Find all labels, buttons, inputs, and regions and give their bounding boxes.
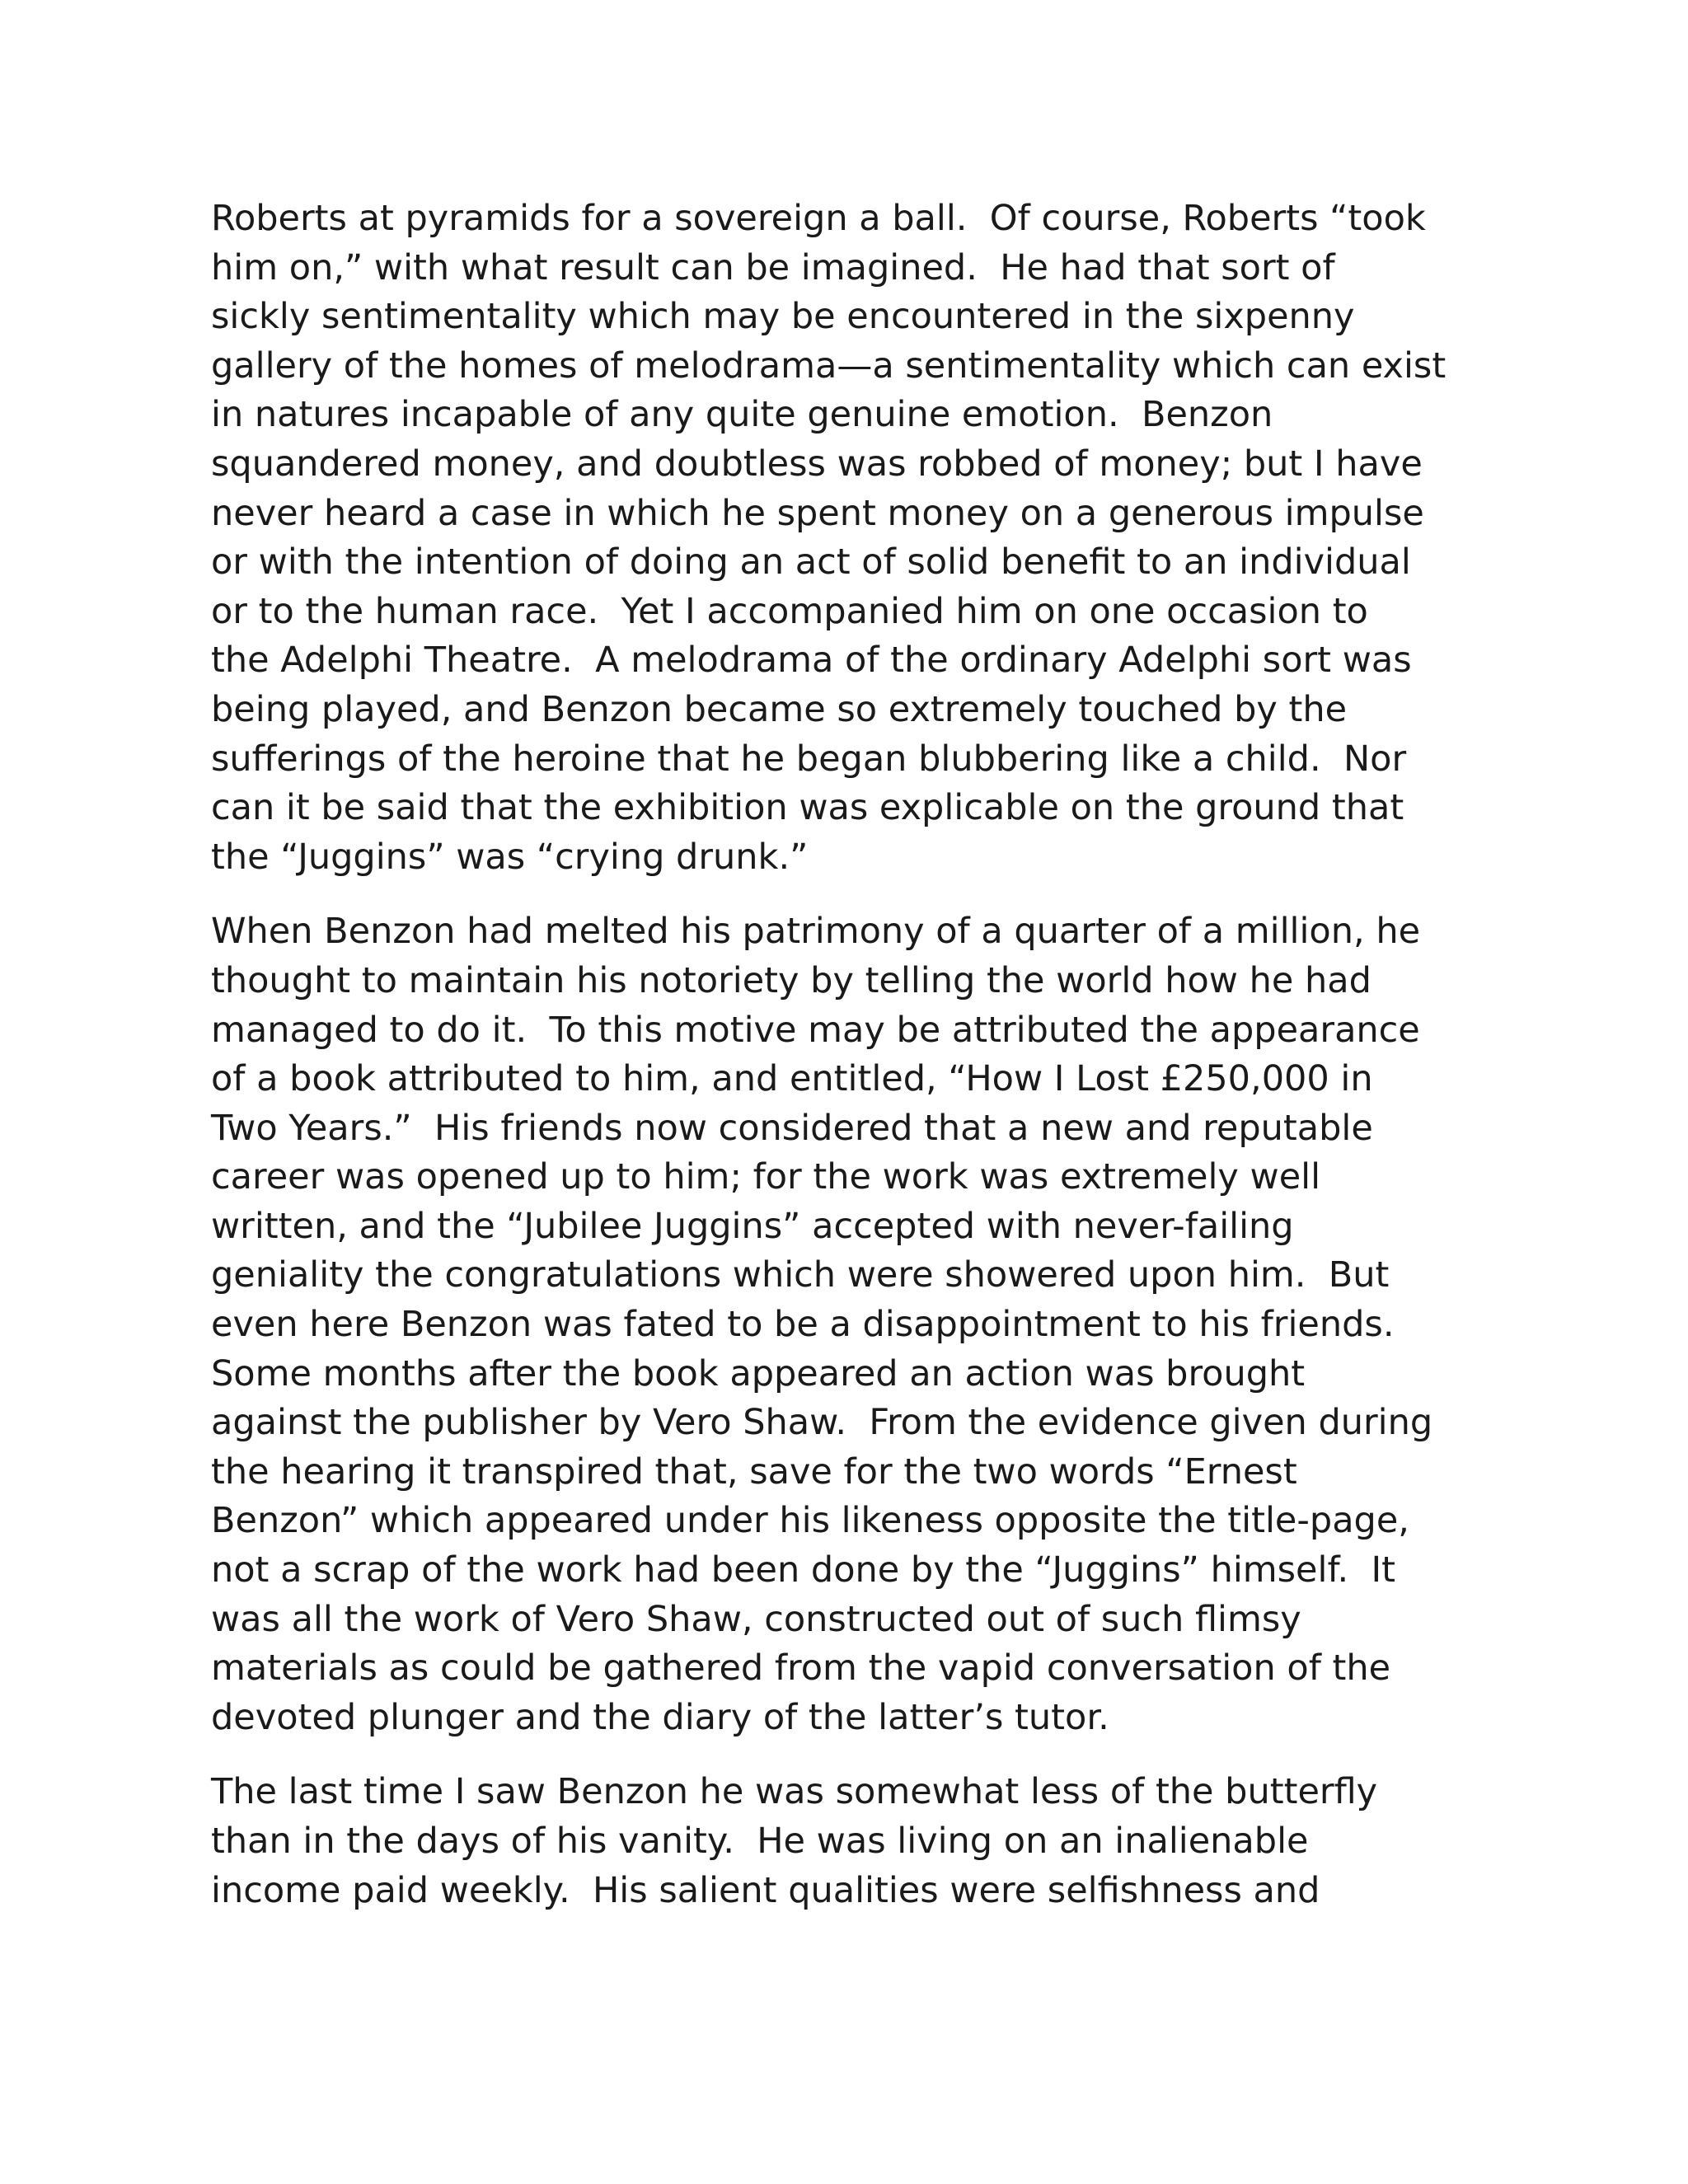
- text-line: or with the intention of doing an act of solid benefit to an individual: [211, 541, 1411, 583]
- text-line: income paid weekly. His salient qualities were selfishness and: [211, 1869, 1320, 1911]
- paragraph-1: [211, 194, 1497, 882]
- text-line: The last time I saw Benzon he was somewhat less of the butterfly: [211, 1771, 1378, 1813]
- text-line: than in the days of his vanity. He was living on an inalienable: [211, 1821, 1309, 1862]
- text-line: written, and the “Jubilee Juggins” accepted with never-failing: [211, 1205, 1294, 1247]
- text-line: can it be said that the exhibition was explicable on the ground that: [211, 787, 1404, 829]
- text-line: sufferings of the heroine that he began blubbering like a child. Nor: [211, 738, 1407, 780]
- text-line: even here Benzon was fated to be a disappointment to his friends.: [211, 1304, 1395, 1346]
- text-line: Benzon” which appeared under his likeness opposite the title-page,: [211, 1500, 1409, 1542]
- text-line: Two Years.” His friends now considered that a new and reputable: [211, 1107, 1373, 1149]
- text-line: squandered money, and doubtless was robbed of money; but I have: [211, 443, 1423, 485]
- text-line: When Benzon had melted his patrimony of a quarter of a million, he: [211, 911, 1421, 953]
- text-line: managed to do it. To this motive may be attributed the appearance: [211, 1009, 1420, 1051]
- paragraph-3: [211, 1768, 1497, 1915]
- text-line: thought to maintain his notoriety by telling the world how he had: [211, 959, 1372, 1001]
- text-line: not a scrap of the work had been done by the “Juggins” himself. It: [211, 1549, 1396, 1591]
- text-line: the hearing it transpired that, save for the two words “Ernest: [211, 1451, 1297, 1493]
- text-line: geniality the congratulations which were showered upon him. But: [211, 1254, 1390, 1296]
- body-text: [211, 194, 1497, 1941]
- text-line: in natures incapable of any quite genuine emotion. Benzon: [211, 394, 1273, 436]
- text-line: being played, and Benzon became so extremely touched by the: [211, 688, 1348, 730]
- text-line: of a book attributed to him, and entitled, “How I Lost £250,000 in: [211, 1058, 1373, 1100]
- text-line: never heard a case in which he spent money on a generous impulse: [211, 492, 1424, 534]
- text-line: Roberts at pyramids for a sovereign a ball. Of course, Roberts “took: [211, 198, 1426, 239]
- text-line: career was opened up to him; for the work was extremely well: [211, 1156, 1321, 1198]
- text-line: devoted plunger and the diary of the latter’s tutor.: [211, 1696, 1109, 1738]
- text-line: sickly sentimentality which may be encountered in the sixpenny: [211, 296, 1355, 338]
- text-line: the “Juggins” was “crying drunk.”: [211, 836, 809, 878]
- text-line: was all the work of Vero Shaw, constructed out of such flimsy: [211, 1598, 1301, 1640]
- text-line: Some months after the book appeared an action was brought: [211, 1352, 1306, 1394]
- text-line: or to the human race. Yet I accompanied him on one occasion to: [211, 590, 1368, 632]
- text-line: gallery of the homes of melodrama—a sentimentality which can exist: [211, 344, 1447, 387]
- text-line: the Adelphi Theatre. A melodrama of the ordinary Adelphi sort was: [211, 640, 1412, 682]
- text-line: him on,” with what result can be imagined. He had that sort of: [211, 246, 1335, 288]
- text-line: materials as could be gathered from the vapid conversation of the: [211, 1647, 1391, 1690]
- text-line: against the publisher by Vero Shaw. From the evidence given during: [211, 1402, 1433, 1444]
- paragraph-2: [211, 907, 1497, 1742]
